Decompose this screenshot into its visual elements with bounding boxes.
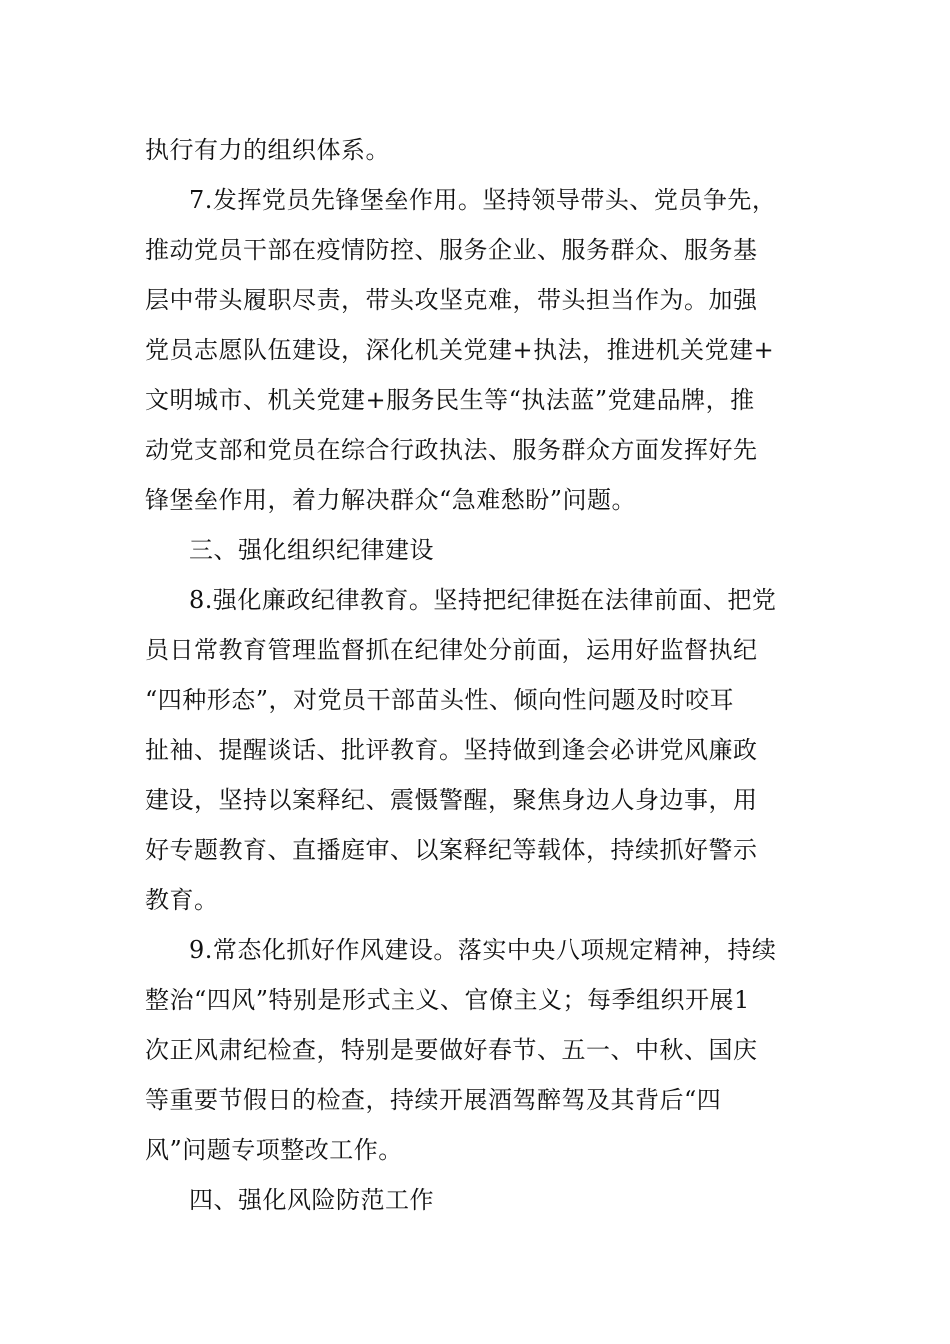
paragraph-line: 教育。 bbox=[145, 886, 219, 914]
paragraph-line: 层中带头履职尽责，带头攻坚克难，带头担当作为。加强 bbox=[145, 286, 758, 314]
paragraph-line: 动党支部和党员在综合行政执法、服务群众方面发挥好先 bbox=[145, 436, 758, 464]
document-body bbox=[145, 125, 810, 1225]
section-heading-4: 四、强化风险防范工作 bbox=[189, 1186, 434, 1214]
paragraph-8-start: 8.强化廉政纪律教育。坚持把纪律挺在法律前面、把党 bbox=[189, 586, 777, 614]
paragraph-9-start: 9.常态化抓好作风建设。落实中央八项规定精神，持续 bbox=[189, 936, 777, 964]
paragraph-line: 建设，坚持以案释纪、震慑警醒，聚焦身边人身边事，用 bbox=[145, 786, 758, 814]
paragraph-line: “四种形态”，对党员干部苗头性、倾向性问题及时咬耳 bbox=[145, 686, 735, 714]
paragraph-line: 推动党员干部在疫情防控、服务企业、服务群众、服务基 bbox=[145, 236, 758, 264]
paragraph-line: 锋堡垒作用，着力解决群众“急难愁盼”问题。 bbox=[145, 486, 637, 514]
paragraph-line: 整治“四风”特别是形式主义、官僚主义；每季组织开展1 bbox=[145, 986, 750, 1014]
paragraph-line: 员日常教育管理监督抓在纪律处分前面，运用好监督执纪 bbox=[145, 636, 758, 664]
paragraph-line: 文明城市、机关党建+服务民生等“执法蓝”党建品牌，推 bbox=[145, 386, 755, 414]
paragraph-line: 党员志愿队伍建设，深化机关党建+执法，推进机关党建+ bbox=[145, 336, 775, 364]
paragraph-7-start: 7.发挥党员先锋堡垒作用。坚持领导带头、党员争先， bbox=[189, 186, 777, 214]
paragraph-line: 扯袖、提醒谈话、批评教育。坚持做到逢会必讲党风廉政 bbox=[145, 736, 758, 764]
section-heading-3: 三、强化组织纪律建设 bbox=[189, 536, 434, 564]
paragraph-line: 等重要节假日的检查，持续开展酒驾醉驾及其背后“四 bbox=[145, 1086, 722, 1114]
paragraph-line: 风”问题专项整改工作。 bbox=[145, 1136, 403, 1164]
paragraph-line: 执行有力的组织体系。 bbox=[145, 136, 390, 164]
paragraph-line: 次正风肃纪检查，特别是要做好春节、五一、中秋、国庆 bbox=[145, 1036, 758, 1064]
paragraph-line: 好专题教育、直播庭审、以案释纪等载体，持续抓好警示 bbox=[145, 836, 758, 864]
